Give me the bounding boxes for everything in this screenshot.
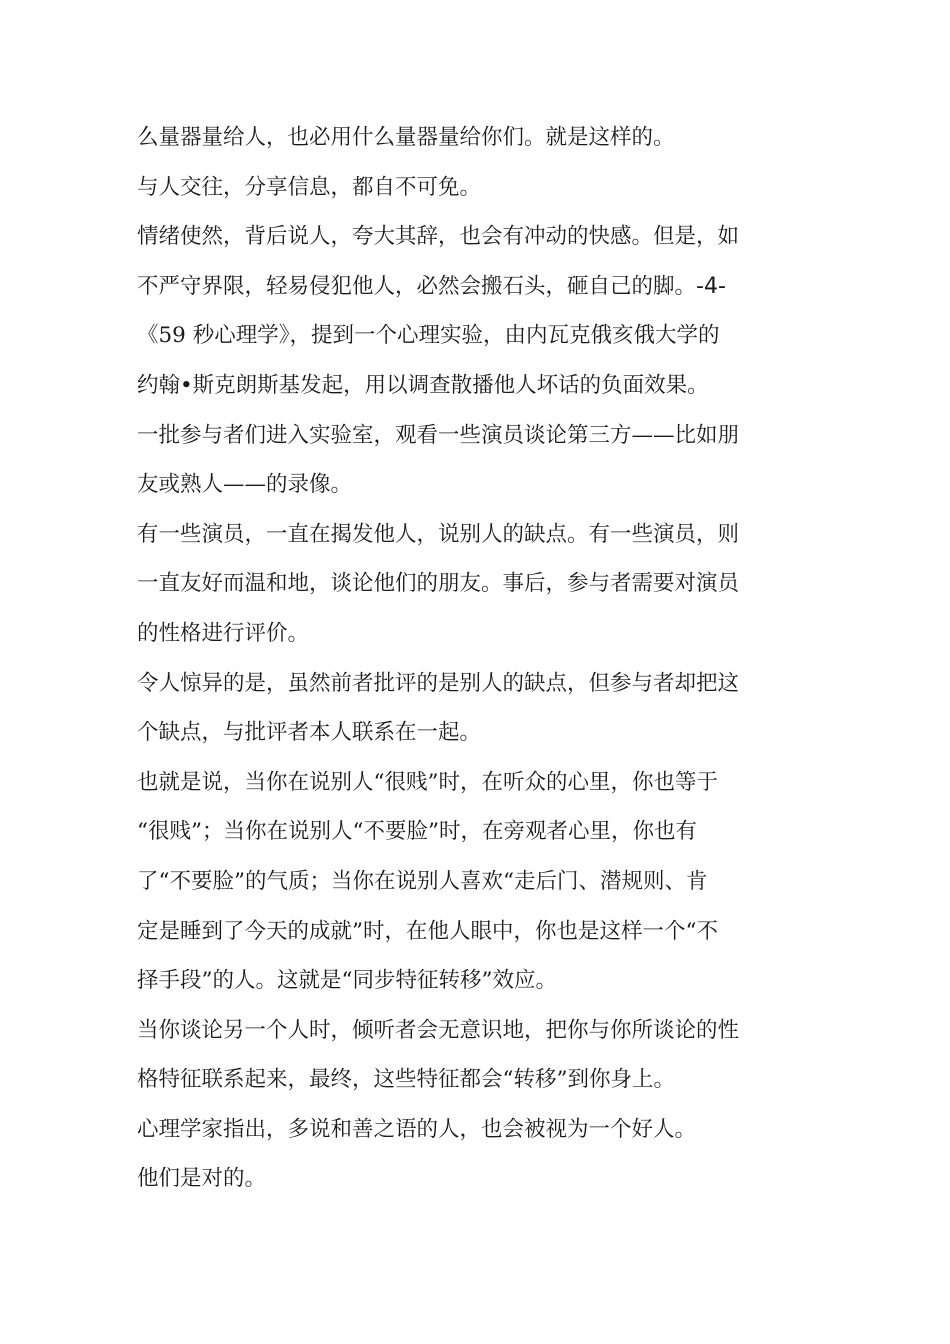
text-line: 不严守界限，轻易侵犯他人，必然会搬石头，砸自己的脚。 [137,273,697,299]
text-line: 令人惊异的是，虽然前者批评的是别人的缺点，但参与者却把这 [137,670,740,696]
text-line: 的性格进行评价。 [137,620,310,646]
text-line: 当你谈论另一个人时，倾听者会无意识地，把你与你所谈论的性 [137,1017,740,1043]
page-number-marker: -4- [696,273,726,299]
text-line-with-marker [137,262,797,312]
text-line: 友或熟人——的录像。 [137,472,353,498]
text-line: 《59 秒心理学》，提到一个心理实验，由内瓦克俄亥俄大学的 [137,323,720,349]
text-line: 个缺点，与批评者本人联系在一起。 [137,720,482,746]
body-text [137,113,797,1204]
text-line: 约翰•斯克朗斯基发起，用以调查散播他人坏话的负面效果。 [137,372,709,398]
text-line: 情绪使然，背后说人，夸大其辞，也会有冲动的快感。但是，如 [137,224,740,250]
text-line: 一直友好而温和地，谈论他们的朋友。事后，参与者需要对演员 [137,571,740,597]
text-line: 有一些演员，一直在揭发他人，说别人的缺点。有一些演员，则 [137,521,740,547]
text-line: 一批参与者们进入实验室，观看一些演员谈论第三方——比如朋 [137,422,740,448]
text-line: 定是睡到了今天的成就”时，在他人眼中，你也是这样一个“不 [137,918,718,944]
text-line: 格特征联系起来，最终，这些特征都会“转移”到你身上。 [137,1067,675,1093]
text-line: 择手段”的人。这就是“同步特征转移”效应。 [137,968,557,994]
text-line: 么量器量给人，也必用什么量器量给你们。就是这样的。 [137,125,675,150]
text-line: “很贱”；当你在说别人“不要脸”时，在旁观者心里，你也有 [137,819,697,845]
text-line: 与人交往，分享信息，都自不可免。 [137,174,482,200]
text-line: 他们是对的。 [137,1166,267,1192]
text-line: 心理学家指出，多说和善之语的人，也会被视为一个好人。 [137,1116,697,1142]
text-line: 也就是说，当你在说别人“很贱”时，在听众的心里，你也等于 [137,769,718,795]
text-line: 了“不要脸”的气质；当你在说别人喜欢“走后门、潜规则、肯 [137,868,708,894]
